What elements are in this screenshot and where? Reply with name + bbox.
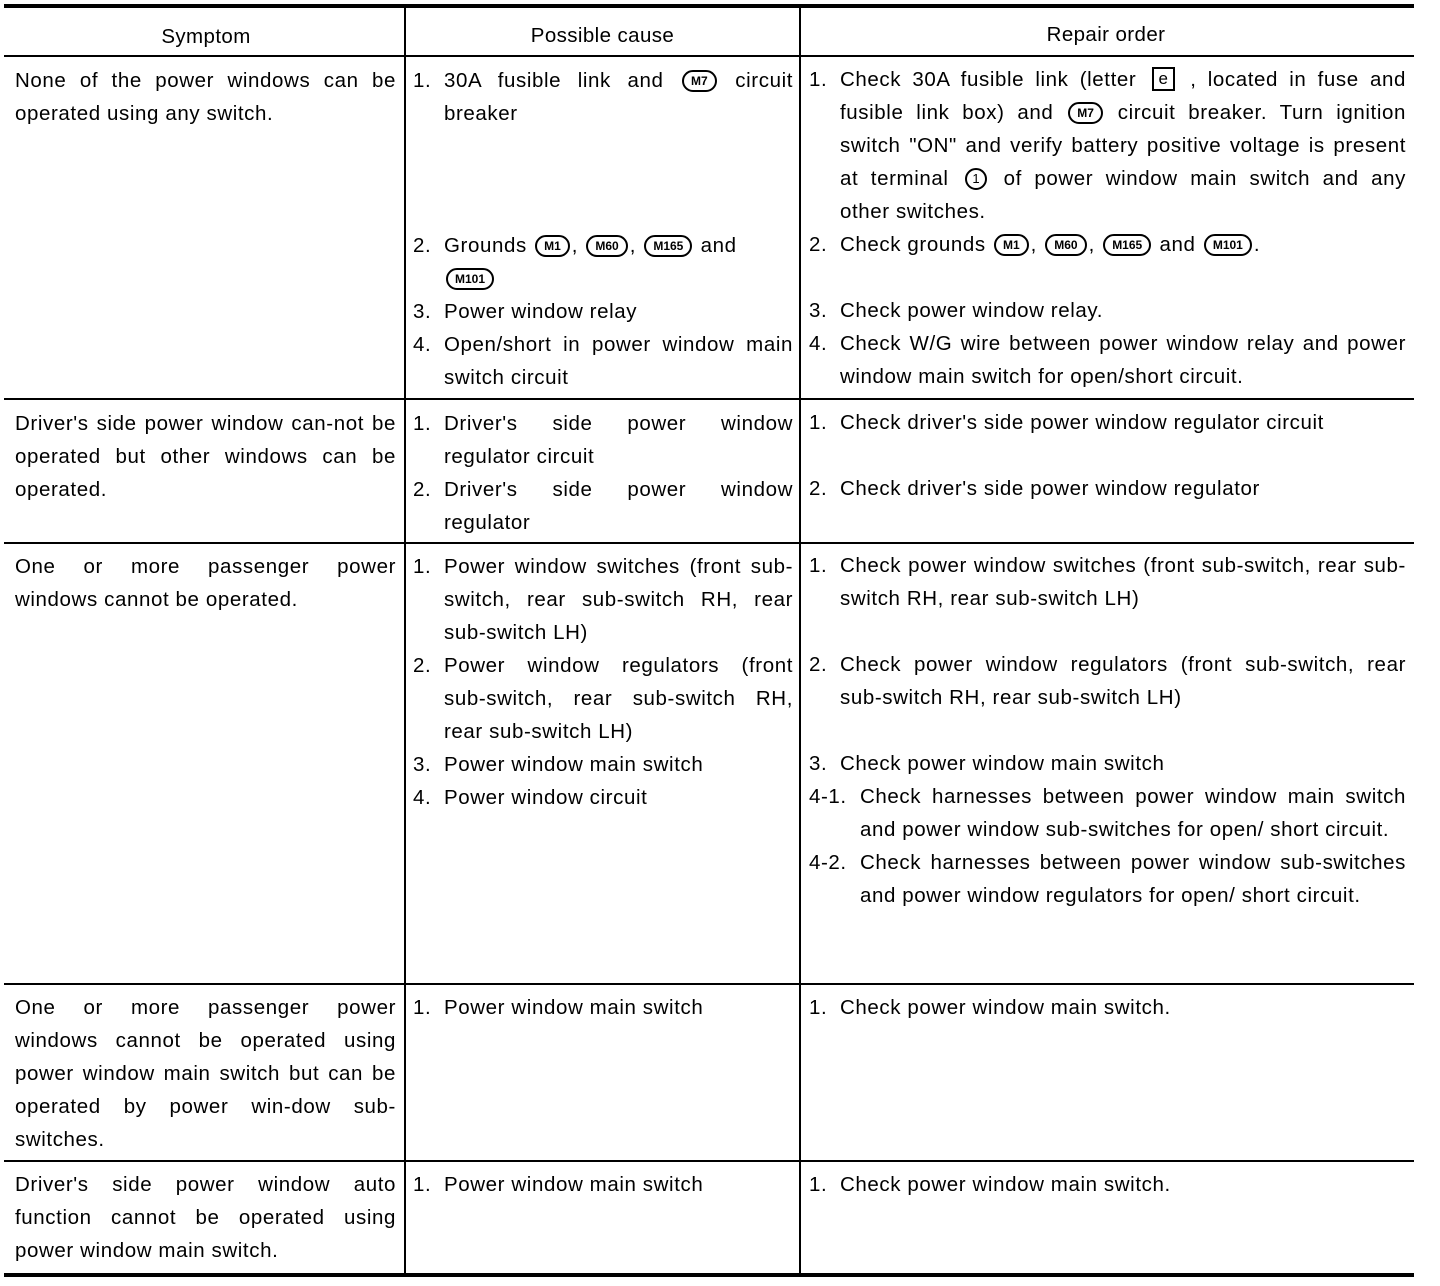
cause-cell [413,550,793,814]
item-number: 2. [809,233,828,256]
ground-m1-icon: M1 [994,234,1029,256]
list-item [413,295,793,328]
cause-text: Power window circuit [444,786,648,809]
list-item [413,1168,793,1201]
item-number: 2. [809,653,828,676]
item-number: 3. [413,300,432,323]
repair-text: circuit breaker. Turn ignition switch "ON" and verify battery positive voltage is present at terminal [840,101,1406,190]
column-divider [799,8,801,1274]
repair-text: Check harnesses between power window sub-switches and power window regulators for open/ short circuit. [860,851,1406,907]
cause-text: Power window main switch [444,996,704,1019]
item-number: 1. [413,412,432,435]
item-number: 2. [413,478,432,501]
list-item [809,991,1406,1024]
repair-cell [809,63,1406,393]
terminal-1-icon: 1 [965,168,987,190]
cause-text: 30A fusible link and [444,69,664,92]
repair-text: Check power window relay. [840,299,1104,322]
ground-m165-icon: M165 [1103,234,1151,256]
repair-text: Check power window main switch. [840,1173,1171,1196]
symptom-cell: Driver's side power window auto function cannot be operated using power window main switch. [15,1173,396,1262]
table-bottom-rule [4,1273,1414,1277]
header-symptom: Symptom [161,25,251,48]
item-number: 1. [809,996,828,1019]
row-divider [4,398,1414,400]
cause-text: Driver's side power window regulator [444,478,793,534]
item-number: 2. [413,234,432,257]
row-divider [4,983,1414,985]
ground-m60-icon: M60 [1045,234,1086,256]
repair-text: Check driver's side power window regulator [840,477,1260,500]
cause-cell [413,1168,793,1201]
symptom-cell: Driver's side power window can-not be operated but other windows can be operated. [15,412,396,501]
repair-text: Check 30A fusible link (letter [840,68,1137,91]
list-item [413,748,793,781]
list-item [809,327,1406,393]
repair-cell [809,1168,1406,1201]
item-number: 3. [413,753,432,776]
list-item [809,846,1406,912]
item-number: 1. [809,68,828,91]
cause-cell [413,991,793,1024]
item-number: 1. [809,1173,828,1196]
item-number: 1. [413,1173,432,1196]
ground-m101-icon: M101 [1204,234,1252,256]
cause-cell [413,64,793,394]
cause-text: Power window main switch [444,1173,704,1196]
item-number: 3. [809,752,828,775]
repair-text: , located in fuse and fusible link box) and [840,68,1406,124]
item-number: 1. [413,555,432,578]
list-item [809,406,1406,472]
cause-text: Grounds [444,234,527,257]
item-number: 1. [413,69,432,92]
cause-text: Power window switches (front sub-switch, rear sub-switch RH, rear sub-switch LH) [444,555,793,644]
list-item [809,747,1406,780]
repair-text: Check power window regulators (front sub-switch, rear sub-switch RH, rear sub-switch LH) [840,653,1406,709]
list-item: 2. Grounds M1 , M60 , M165 and M101 [413,229,793,295]
item-number: 3. [809,299,828,322]
list-item [809,1168,1406,1201]
list-item [809,63,1406,228]
item-number: 2. [809,477,828,500]
list-item [809,549,1406,648]
symptom-cell: One or more passenger power windows cannot be operated. [15,555,396,611]
row-divider [4,542,1414,544]
item-number: 1. [809,411,828,434]
list-item [809,294,1406,327]
connector-m7-icon: M7 [1068,102,1103,124]
item-number: 4-2. [809,851,847,874]
repair-text: Check harnesses between power window main switch and power window sub-switches for open/ short circuit. [860,785,1406,841]
list-item [413,991,793,1024]
connector-m7-icon: M7 [682,70,717,92]
ground-m1-icon: M1 [535,235,570,257]
repair-text: Check W/G wire between power window relay and power window main switch for open/short circuit. [840,332,1406,388]
list-item: 2. Check grounds M1 , M60 , M165 and M101 . [809,228,1406,261]
table-top-rule [4,4,1414,8]
item-number: 4-1. [809,785,847,808]
ground-m165-icon: M165 [644,235,692,257]
header-repair-order: Repair order [1046,23,1166,46]
symptom-cell: None of the power windows can be operated using any switch. [15,69,396,125]
cause-cell [413,407,793,539]
cause-text: Power window relay [444,300,638,323]
header-divider [4,55,1414,57]
ground-m101-icon: M101 [446,268,494,290]
item-number: 4. [413,786,432,809]
symptom-cell: One or more passenger power windows cannot be operated using power window main switch but can be operated by power win-dow sub-switches. [15,996,396,1151]
repair-text: of power window main switch and any other switches. [840,167,1406,223]
row-divider [4,1160,1414,1162]
list-item [809,472,1406,505]
list-item [413,328,793,394]
repair-text: Check grounds [840,233,986,256]
cause-text: Driver's side power window regulator circuit [444,412,793,468]
item-number: 4. [413,333,432,356]
cause-text: Open/short in power window main switch circuit [444,333,793,389]
list-item [413,407,793,473]
item-number: 1. [413,996,432,1019]
list-item [413,473,793,539]
ground-m60-icon: M60 [586,235,627,257]
list-item [413,550,793,649]
repair-cell [809,991,1406,1024]
cause-text: circuit breaker [444,69,794,125]
list-item [413,649,793,748]
item-number: 2. [413,654,432,677]
repair-text: Check power window switches (front sub-switch, rear sub-switch RH, rear sub-switch LH) [840,554,1406,610]
item-number: 1. [809,554,828,577]
repair-text: Check driver's side power window regulator circuit [840,411,1324,434]
repair-text: Check power window main switch [840,752,1165,775]
repair-cell [809,549,1406,912]
fusible-link-letter-icon: e [1152,67,1175,91]
cause-text: Power window regulators (front sub-switch, rear sub-switch RH, rear sub-switch LH) [444,654,793,743]
header-possible-cause: Possible cause [530,24,675,47]
repair-text: Check power window main switch. [840,996,1171,1019]
item-number: 4. [809,332,828,355]
cause-text: Power window main switch [444,753,704,776]
column-divider [404,8,406,1274]
list-item [413,64,793,130]
list-item [809,648,1406,747]
repair-cell [809,406,1406,505]
list-item [809,780,1406,846]
list-item [413,781,793,814]
